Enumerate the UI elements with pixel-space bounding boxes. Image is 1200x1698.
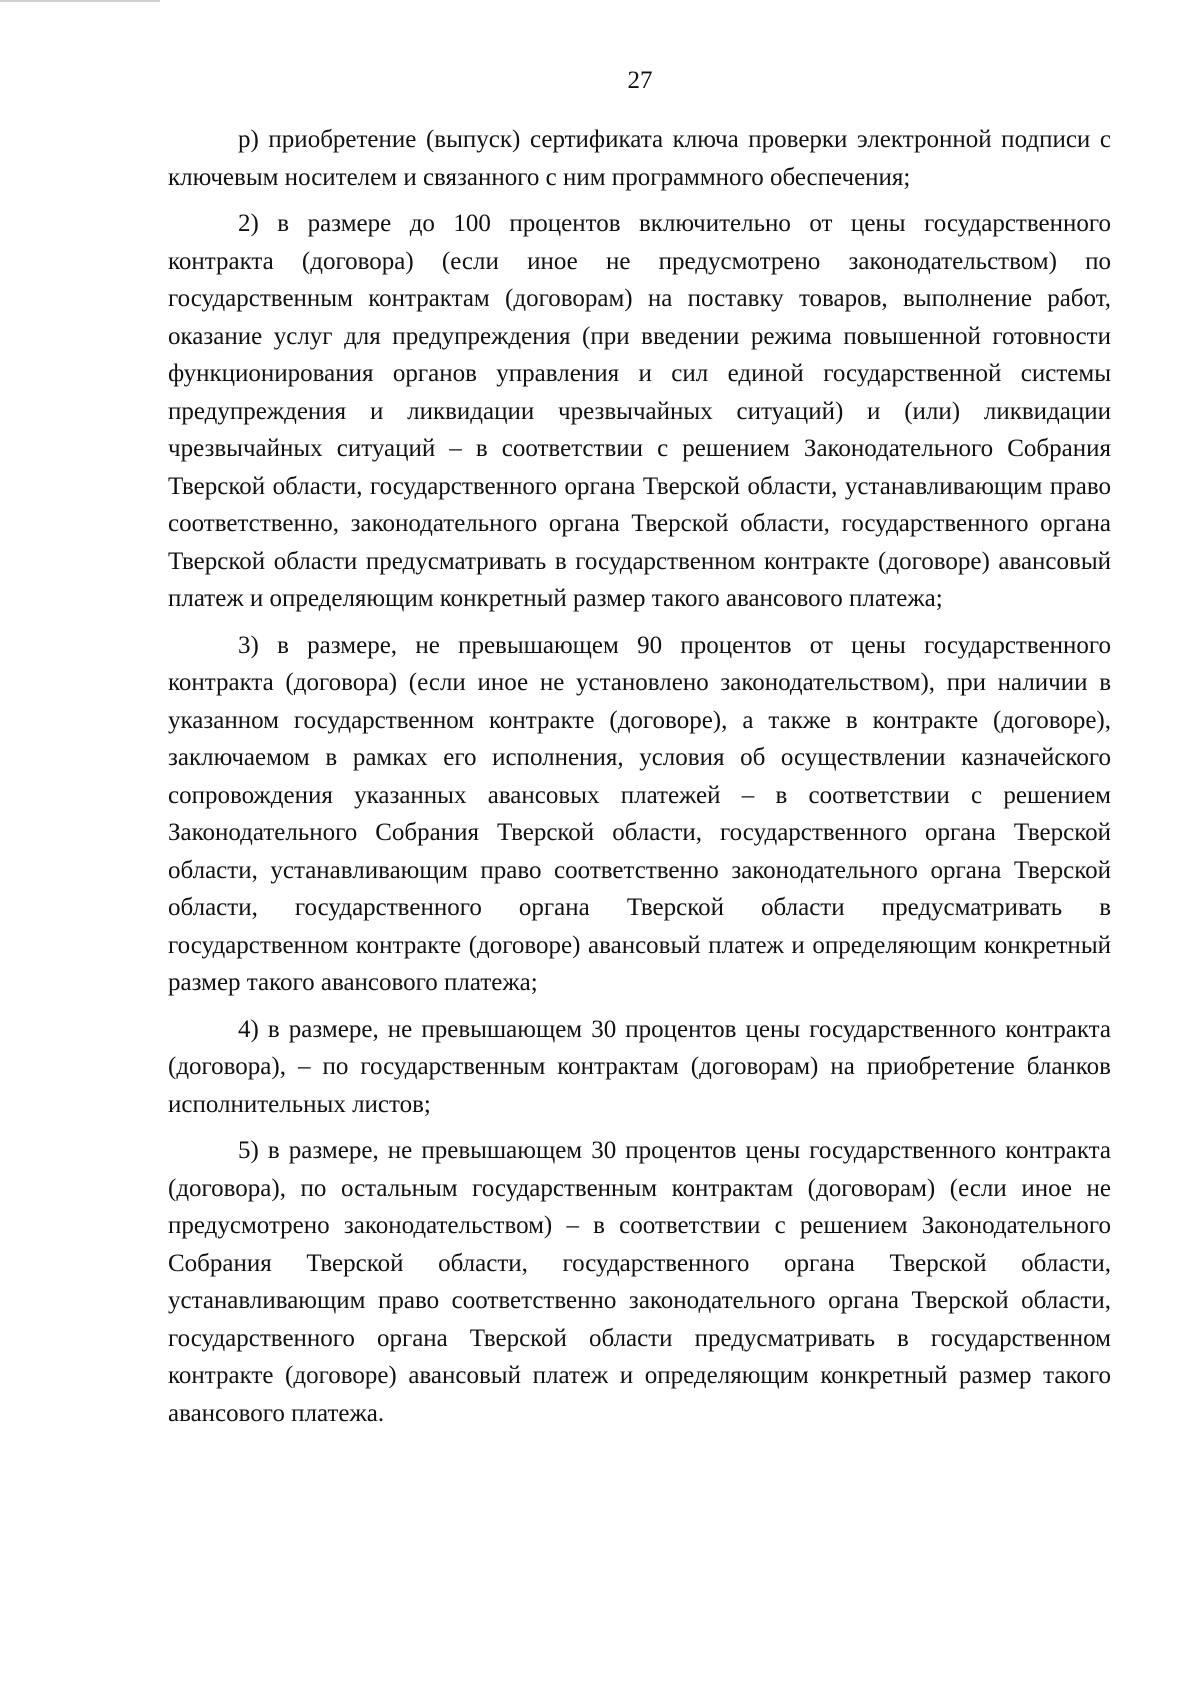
paragraph-item-5: 5) в размере, не превышающем 30 процентов цены государственного контракта (договора), по остальным государственным контрактам (договорам) (если иное не предусмотрено законодательством) – в соответствии с решением Законодательного Собрания Тверской области, государственного органа Тверской области, устанавливающим право соответственно законодательного органа Тверской области, государственного органа Тверской области предусматривать в государственном контракте (договоре) авансовый платеж и определяющим конкретный размер такого авансового платежа.: [168, 1137, 1111, 1427]
paragraph-item-2: 2) в размере до 100 процентов включительно от цены государственного контракта (договора) (если иное не предусмотрено законодательством) по государственным контрактам (договорам) на поставку товаров, выполнение работ, оказание услуг для предупреждения (при введении режима повышенной готовности функционирования органов управления и сил единой государственной системы предупреждения и ликвидации чрезвычайных ситуаций) и (или) ликвидации чрезвычайных ситуаций – в соответствии с решением Законодательного Собрания Тверской области, государственного органа Тверской области, устанавливающим право соответственно, законодательного органа Тверской области, государственного органа Тверской области предусматривать в государственном контракте (договоре) авансовый платеж и определяющим конкретный размер такого авансового платежа;: [168, 210, 1111, 612]
paragraph-item-4: 4) в размере, не превышающем 30 процентов цены государственного контракта (договора), – по государственным контрактам (договорам) на приобретение бланков исполнительных листов;: [168, 1015, 1111, 1118]
document-body: [168, 121, 1111, 1441]
scan-edge-line: [0, 0, 160, 2]
page-number: 27: [627, 67, 653, 94]
paragraph-item-r: р) приобретение (выпуск) сертификата ключа проверки электронной подписи с ключевым носителем и связанного с ним программного обеспечения;: [168, 126, 1111, 191]
paragraph-item-3: 3) в размере, не превышающем 90 процентов от цены государственного контракта (договора) (если иное не установлено законодательством), при наличии в указанном государственном контракте (договоре), а также в контракте (договоре), заключаемом в рамках его исполнения, условия об осуществлении казначейского сопровождения указанных авансовых платежей – в соответствии с решением Законодательного Собрания Тверской области, государственного органа Тверской области, устанавливающим право соответственно законодательного органа Тверской области, государственного органа Тверской области предусматривать в государственном контракте (договоре) авансовый платеж и определяющим конкретный размер такого авансового платежа;: [168, 631, 1111, 996]
